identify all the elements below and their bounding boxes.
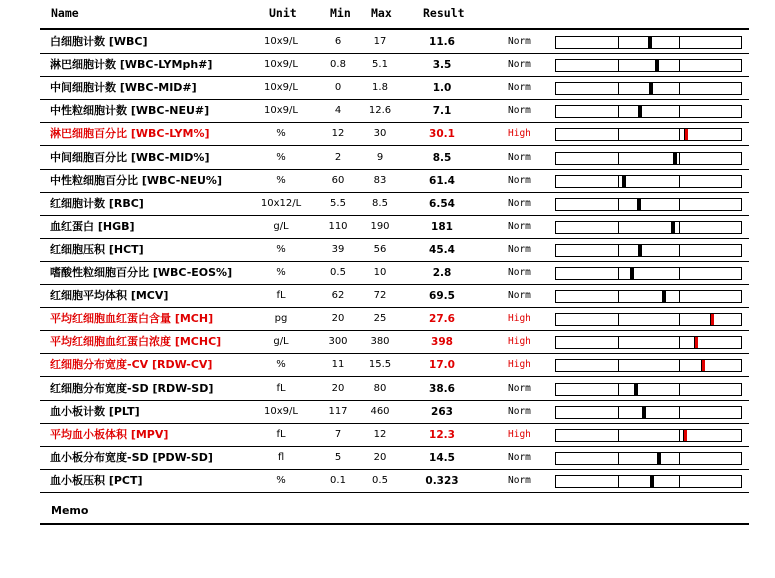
ref-max: 72 <box>373 290 387 302</box>
range-bar <box>555 59 742 72</box>
test-result: 61.4 <box>429 174 455 187</box>
range-bar <box>555 244 742 257</box>
range-divider <box>618 360 619 371</box>
test-unit: 10x9/L <box>264 405 298 417</box>
result-status: High <box>508 428 531 440</box>
result-status: Norm <box>508 405 531 417</box>
table-row <box>40 331 749 354</box>
range-bar <box>555 267 742 280</box>
table-row <box>40 401 749 424</box>
table-row <box>40 31 749 54</box>
ref-max: 20 <box>373 451 387 463</box>
header-name: Name <box>51 6 79 20</box>
test-unit: 10x12/L <box>260 197 302 209</box>
range-divider <box>679 453 680 464</box>
range-divider <box>679 176 680 187</box>
test-result: 181 <box>431 220 453 233</box>
test-name: 白细胞计数 [WBC] <box>50 35 148 48</box>
test-result: 8.5 <box>432 151 452 164</box>
range-divider <box>618 384 619 395</box>
range-divider <box>679 337 680 348</box>
range-bar <box>555 152 742 165</box>
range-divider <box>679 476 680 487</box>
ref-min: 12 <box>331 128 345 140</box>
range-divider <box>679 360 680 371</box>
ref-min: 5.5 <box>330 197 346 209</box>
range-divider <box>618 245 619 256</box>
range-bar <box>555 406 742 419</box>
ref-max: 56 <box>373 243 387 255</box>
test-unit: fL <box>276 428 286 440</box>
range-divider <box>618 476 619 487</box>
range-divider <box>618 314 619 325</box>
ref-max: 25 <box>373 313 387 325</box>
ref-min: 0 <box>334 82 342 94</box>
ref-min: 39 <box>331 243 345 255</box>
range-divider <box>618 199 619 210</box>
range-divider <box>618 337 619 348</box>
test-unit: fL <box>276 290 286 302</box>
result-marker <box>634 384 638 395</box>
ref-max: 80 <box>373 382 387 394</box>
footer-rule <box>40 523 749 525</box>
result-status: Norm <box>508 174 531 186</box>
test-result: 17.0 <box>429 359 455 372</box>
ref-min: 4 <box>334 105 342 117</box>
range-divider <box>679 83 680 94</box>
ref-min: 20 <box>331 313 345 325</box>
test-name: 血小板分布宽度-SD [PDW-SD] <box>50 450 213 464</box>
result-marker <box>701 360 705 371</box>
range-divider <box>618 430 619 441</box>
range-bar <box>555 429 742 442</box>
range-bar <box>555 336 742 349</box>
test-name: 中间细胞百分比 [WBC-MID%] <box>50 150 210 164</box>
result-status: Norm <box>508 36 531 47</box>
range-bar <box>555 175 742 188</box>
table-row <box>40 424 749 447</box>
range-bar <box>555 82 742 95</box>
test-name: 中间细胞计数 [WBC-MID#] <box>50 81 197 95</box>
range-divider <box>679 407 680 418</box>
test-unit: g/L <box>273 220 289 232</box>
test-result: 6.54 <box>429 197 455 210</box>
table-row <box>40 308 749 331</box>
range-divider <box>679 291 680 302</box>
result-status: Norm <box>508 382 531 394</box>
range-divider <box>679 245 680 256</box>
header-result: Result <box>423 6 465 20</box>
test-name: 血小板压积 [PCT] <box>50 473 143 487</box>
range-divider <box>618 153 619 164</box>
test-name: 嗜酸性粒细胞百分比 [WBC-EOS%] <box>50 266 233 279</box>
range-divider <box>618 222 619 233</box>
table-row <box>40 193 749 216</box>
range-divider <box>679 430 680 441</box>
range-divider <box>679 153 680 164</box>
ref-min: 117 <box>328 405 348 417</box>
ref-min: 7 <box>334 428 342 440</box>
test-name: 红细胞计数 [RBC] <box>50 196 144 210</box>
ref-max: 9 <box>376 151 384 163</box>
ref-max: 380 <box>370 336 390 348</box>
result-status: Norm <box>508 243 531 255</box>
ref-max: 0.5 <box>372 474 388 486</box>
test-name: 血小板计数 [PLT] <box>50 404 140 418</box>
result-status: High <box>508 128 531 140</box>
test-result: 30.1 <box>429 128 455 141</box>
test-result: 11.6 <box>429 36 455 48</box>
test-name: 平均红细胞血红蛋白浓度 [MCHC] <box>50 335 222 349</box>
test-name: 红细胞分布宽度-CV [RDW-CV] <box>50 358 213 372</box>
table-row <box>40 470 749 493</box>
ref-min: 0.8 <box>330 59 346 71</box>
range-divider <box>618 453 619 464</box>
ref-max: 30 <box>373 128 387 140</box>
result-status: High <box>508 313 531 325</box>
header-min: Min <box>330 6 351 20</box>
result-marker <box>657 453 661 464</box>
test-unit: % <box>276 151 286 163</box>
range-divider <box>618 83 619 94</box>
test-result: 14.5 <box>429 451 455 464</box>
range-bar <box>555 198 742 211</box>
range-divider <box>618 60 619 71</box>
range-divider <box>679 199 680 210</box>
ref-max: 460 <box>370 405 390 417</box>
test-result: 38.6 <box>429 382 455 395</box>
test-name: 平均红细胞血红蛋白含量 [MCH] <box>50 312 214 326</box>
ref-max: 15.5 <box>368 359 392 371</box>
header-unit: Unit <box>269 6 297 20</box>
result-marker <box>638 106 642 117</box>
test-name: 红细胞平均体积 [MCV] <box>50 289 169 303</box>
test-name: 淋巴细胞计数 [WBC-LYMph#] <box>50 58 213 72</box>
range-bar <box>555 313 742 326</box>
result-status: Norm <box>508 82 531 94</box>
test-unit: % <box>276 359 286 371</box>
test-name: 中性粒细胞计数 [WBC-NEU#] <box>50 104 210 118</box>
range-divider <box>618 37 619 48</box>
result-status: Norm <box>508 105 531 117</box>
result-status: Norm <box>508 290 531 302</box>
test-result: 69.5 <box>429 290 455 303</box>
range-divider <box>618 176 619 187</box>
test-name: 淋巴细胞百分比 [WBC-LYM%] <box>50 127 210 141</box>
range-divider <box>679 60 680 71</box>
table-row <box>40 354 749 377</box>
table-row <box>40 447 749 470</box>
result-marker <box>649 83 653 94</box>
range-divider <box>679 106 680 117</box>
range-divider <box>679 314 680 325</box>
table-row <box>40 239 749 262</box>
range-divider <box>679 384 680 395</box>
range-bar <box>555 452 742 465</box>
test-unit: % <box>276 243 286 255</box>
result-marker <box>642 407 646 418</box>
test-result: 2.8 <box>432 267 452 279</box>
test-name: 红细胞分布宽度-SD [RDW-SD] <box>50 381 214 395</box>
table-row <box>40 123 749 146</box>
ref-max: 190 <box>370 220 390 232</box>
header-rule <box>40 28 749 30</box>
result-status: High <box>508 336 531 348</box>
result-marker <box>638 245 642 256</box>
result-marker <box>637 199 641 210</box>
range-bar <box>555 105 742 118</box>
ref-max: 10 <box>373 267 387 278</box>
ref-max: 5.1 <box>372 59 388 71</box>
table-row <box>40 216 749 239</box>
result-status: Norm <box>508 59 531 71</box>
result-marker <box>694 337 698 348</box>
ref-min: 5 <box>334 451 342 463</box>
ref-min: 6 <box>334 36 342 47</box>
result-status: Norm <box>508 267 531 278</box>
ref-min: 0.1 <box>330 474 346 486</box>
result-marker <box>648 37 652 48</box>
range-divider <box>618 106 619 117</box>
test-result: 3.5 <box>432 59 452 72</box>
range-bar <box>555 128 742 141</box>
range-bar <box>555 359 742 372</box>
ref-max: 12 <box>373 428 387 440</box>
test-unit: pg <box>274 313 288 325</box>
header-max: Max <box>371 6 392 20</box>
ref-max: 1.8 <box>372 82 388 94</box>
ref-max: 83 <box>373 174 387 186</box>
range-bar <box>555 221 742 234</box>
ref-min: 11 <box>331 359 345 371</box>
result-status: Norm <box>508 451 531 463</box>
test-unit: 10x9/L <box>264 105 298 117</box>
memo-label: Memo <box>51 504 89 517</box>
test-name: 血红蛋白 [HGB] <box>50 219 135 233</box>
test-result: 12.3 <box>429 428 455 441</box>
result-marker <box>673 153 677 164</box>
ref-min: 0.5 <box>330 267 346 278</box>
test-result: 398 <box>431 336 453 349</box>
test-result: 1.0 <box>432 82 452 95</box>
range-bar <box>555 36 742 49</box>
range-divider <box>679 222 680 233</box>
test-result: 45.4 <box>429 243 455 256</box>
result-marker <box>671 222 675 233</box>
result-marker <box>683 430 687 441</box>
ref-min: 62 <box>331 290 345 302</box>
test-result: 0.323 <box>425 474 459 487</box>
test-name: 中性粒细胞百分比 [WBC-NEU%] <box>50 173 222 187</box>
test-unit: % <box>276 474 286 486</box>
range-bar <box>555 475 742 488</box>
range-divider <box>618 268 619 279</box>
result-marker <box>655 60 659 71</box>
range-divider <box>618 129 619 140</box>
test-unit: g/L <box>273 336 289 348</box>
ref-min: 20 <box>331 382 345 394</box>
result-marker <box>662 291 666 302</box>
ref-max: 12.6 <box>368 105 392 117</box>
result-status: Norm <box>508 197 531 209</box>
table-row <box>40 170 749 193</box>
result-marker <box>684 129 688 140</box>
test-name: 红细胞压积 [HCT] <box>50 242 144 256</box>
range-divider <box>679 268 680 279</box>
test-unit: 10x9/L <box>264 82 298 94</box>
test-name: 平均血小板体积 [MPV] <box>50 427 169 441</box>
test-unit: fL <box>276 382 286 394</box>
test-unit: fl <box>277 451 285 463</box>
range-divider <box>679 37 680 48</box>
table-row <box>40 262 749 285</box>
ref-max: 17 <box>373 36 387 47</box>
result-marker <box>650 476 654 487</box>
test-result: 27.6 <box>429 313 455 326</box>
test-unit: 10x9/L <box>264 59 298 71</box>
ref-max: 8.5 <box>372 197 388 209</box>
result-marker <box>622 176 626 187</box>
ref-min: 300 <box>328 336 348 348</box>
table-row <box>40 378 749 401</box>
table-row <box>40 285 749 308</box>
test-unit: 10x9/L <box>264 36 298 47</box>
test-unit: % <box>276 267 286 278</box>
result-status: Norm <box>508 474 531 486</box>
ref-min: 60 <box>331 174 345 186</box>
result-marker <box>630 268 634 279</box>
range-bar <box>555 290 742 303</box>
test-result: 263 <box>431 405 453 418</box>
table-row <box>40 100 749 123</box>
range-divider <box>679 129 680 140</box>
ref-min: 2 <box>334 151 342 163</box>
table-row <box>40 54 749 77</box>
test-result: 7.1 <box>432 105 452 118</box>
table-row <box>40 77 749 100</box>
range-bar <box>555 383 742 396</box>
range-divider <box>618 291 619 302</box>
result-status: Norm <box>508 151 531 163</box>
result-marker <box>710 314 714 325</box>
result-status: High <box>508 359 531 371</box>
result-status: Norm <box>508 220 531 232</box>
range-divider <box>618 407 619 418</box>
test-unit: % <box>276 174 286 186</box>
test-unit: % <box>276 128 286 140</box>
table-row <box>40 147 749 170</box>
ref-min: 110 <box>328 220 348 232</box>
